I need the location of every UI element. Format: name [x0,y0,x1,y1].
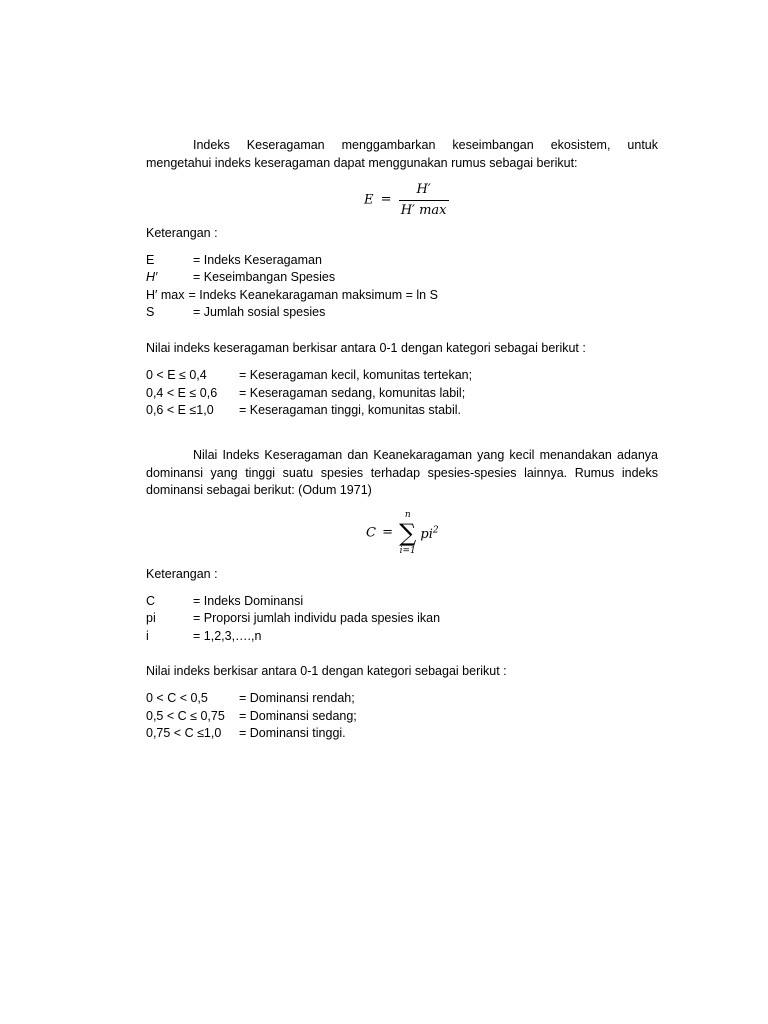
evenness-formula [364,181,449,219]
definition-desc: = Proporsi jumlah individu pada spesies ikan [193,611,441,625]
definition-row [146,252,322,270]
sum-lower-limit: i=1 [399,546,416,556]
summation [399,509,416,557]
formula-equals: = [380,192,392,208]
category-desc: = Dominansi tinggi. [239,726,346,740]
sigma-symbol: ∑ [399,519,417,547]
formula-term [420,527,438,542]
definition-row [146,287,438,305]
formula-fraction [399,181,449,219]
definition-term: C [146,594,156,608]
definition-desc: = 1,2,3,….,n [193,629,262,643]
category-row [146,708,357,726]
definition-term: pi [146,611,156,625]
range-intro: Nilai indeks berkisar antara 0-1 dengan kategori sebagai berikut : [146,664,507,678]
definition-desc: = Indeks Keseragaman [193,253,322,267]
category-row [146,367,472,385]
paragraph-evenness-intro [146,137,658,172]
category-row [146,690,355,708]
category-desc: = Keseragaman sedang, komunitas labil; [239,386,466,400]
range-intro: Nilai indeks keseragaman berkisar antara 0-1 dengan kategori sebagai berikut : [146,341,586,355]
category-row [146,402,461,420]
definition-term: H′ max [146,288,185,302]
formula-numerator: H′ [416,182,431,197]
keterangan-heading: Keterangan : [146,567,218,581]
definition-row [146,610,440,628]
definition-desc: = Jumlah sosial spesies [193,305,326,319]
category-row [146,385,465,403]
category-range: 0 < C < 0,5 [146,691,208,705]
formula-lhs: C [366,525,376,541]
category-desc: = Keseragaman tinggi, komunitas stabil. [239,403,461,417]
category-range: 0 < E ≤ 0,4 [146,368,207,382]
definition-desc: = Keseimbangan Spesies [193,270,336,284]
definition-term: E [146,253,155,267]
formula-equals: = [382,525,393,541]
sum-upper-limit: n [404,510,411,520]
category-desc: = Dominansi sedang; [239,709,357,723]
category-desc: = Dominansi rendah; [239,691,355,705]
formula-term-base: pi [420,526,433,542]
category-row [146,725,346,743]
paragraph-line: Indeks Keseragaman menggambarkan keseimbangan ekosistem, untuk [193,138,658,152]
definition-row [146,593,303,611]
definition-term: H′ [146,270,158,284]
definition-row [146,304,325,322]
paragraph-line: dominansi sebagai berikut: (Odum 1971) [146,483,372,497]
definition-row [146,269,335,287]
dominance-formula [366,509,439,557]
paragraph-line: dominansi yang tinggi suatu spesies terhadap spesies-spesies lainnya. Rumus indeks [146,465,658,480]
category-range: 0,5 < C ≤ 0,75 [146,709,225,723]
definition-desc: = Indeks Keanekaragaman maksimum = ln S [188,288,438,302]
paragraph-dominance-intro [146,447,658,500]
keterangan-heading: Keterangan : [146,226,218,240]
paragraph-line: mengetahui indeks keseragaman dapat menggunakan rumus sebagai berikut: [146,155,578,170]
definition-desc: = Indeks Dominansi [193,594,304,608]
category-desc: = Keseragaman kecil, komunitas tertekan; [239,368,473,382]
category-range: 0,4 < E ≤ 0,6 [146,386,218,400]
definition-term: i [146,629,149,643]
fraction-bar [399,200,449,201]
category-range: 0,75 < C ≤1,0 [146,726,222,740]
definition-row [146,628,261,646]
formula-exponent: 2 [432,525,439,536]
formula-denominator: H′ max [400,202,447,218]
category-range: 0,6 < E ≤1,0 [146,403,214,417]
paragraph-line: Nilai Indeks Keseragaman dan Keanekaragaman yang kecil menandakan adanya [193,448,658,462]
definition-term: S [146,305,155,319]
formula-lhs: E [364,192,374,208]
